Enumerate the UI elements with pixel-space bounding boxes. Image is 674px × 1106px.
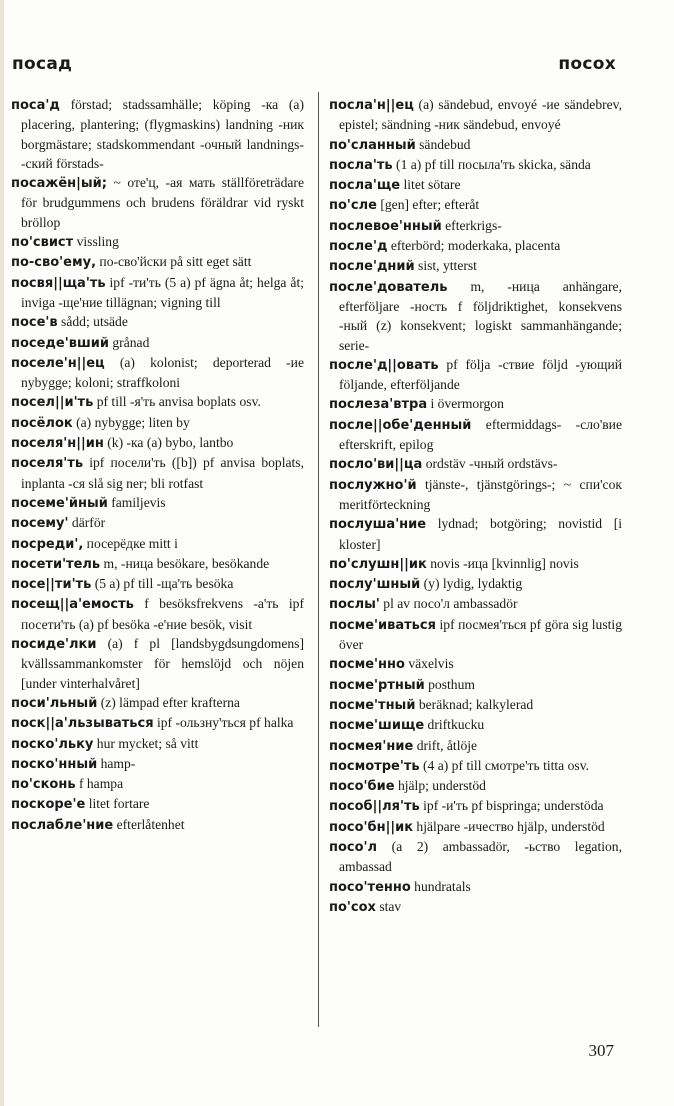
dictionary-entry: по'свист vissling [11, 234, 119, 251]
entry-headword: посла'ть [329, 157, 393, 173]
entry-headword: поселя'н||ин [11, 436, 104, 452]
dictionary-entry: послабле'ние efterlåtenhet [11, 816, 185, 833]
dictionary-entry: послужно'й tjänste-, tjänstgörings-; ~ спи'сок meritförteckning [329, 476, 622, 512]
dictionary-entry: пособ||ля'ть ipf -и'ть pf bispringa; understöda [329, 798, 604, 815]
dictionary-entry: посо'тенно hundratals [329, 878, 471, 895]
dictionary-entry: поса'д förstad; stadssamhälle; köping -ка (a) placering, plantering; (flygmaskins) landning -ник borgmästare; stadskommendant -очный landnings- -ский förstads- [11, 97, 304, 171]
dictionary-entry: после'д||овать pf följa -ствие följd -ующий följande, efterföljande [329, 356, 622, 393]
dictionary-entry: посме'шище driftkucku [329, 717, 485, 734]
entry-headword: после'дний [329, 259, 415, 275]
entry-headword: послу'шный [329, 577, 421, 593]
entry-headword: посвя||ща'ть [11, 275, 106, 291]
entry-headword: послеза'втра [329, 397, 428, 413]
entry-headword: посла'ще [329, 178, 401, 194]
entry-headword: посла'н||ец [329, 98, 414, 113]
entry-headword: поседе'вший [11, 335, 109, 351]
right-column [329, 95, 622, 917]
entry-headword: поскоре'е [11, 797, 86, 813]
entry-headword: по-сво'ему, [11, 255, 97, 271]
entry-headword: по'слушн||ик [329, 556, 427, 572]
entry-headword: посиде'лки [11, 637, 97, 653]
entry-headword: посме'ртный [329, 677, 425, 693]
dictionary-entry: посла'н||ец (a) sändebud, envoyé -ие sändebrev, epistel; sändning -ник sändebud, envoyé [329, 97, 622, 133]
guide-word-right: посох [558, 54, 616, 74]
dictionary-entry: посме'тный beräknad; kalkylerad [329, 696, 534, 713]
dictionary-entry: посему' därför [11, 515, 106, 532]
page-edge [0, 0, 4, 1106]
page-number: 307 [588, 1041, 614, 1060]
dictionary-entry: по'сле [gen] efter; efteråt [329, 197, 480, 214]
entry-headword: после'дователь [329, 279, 448, 295]
entry-headword: пособ||ля'ть [329, 799, 420, 815]
dictionary-entry: послы' pl av посо'л ambassadör [329, 596, 518, 613]
dictionary-entry: поск||а'льзываться ipf -ользну'ться pf halka [11, 715, 294, 732]
entry-headword: по'сле [329, 198, 377, 214]
entry-headword: после'д [329, 239, 388, 255]
entry-headword: посмея'ние [329, 738, 414, 754]
entry-headword: поско'нный [11, 756, 98, 772]
entry-headword: посмотре'ть [329, 758, 420, 774]
dictionary-entry: послеза'втра i övermorgon [329, 396, 504, 413]
dictionary-entry: поси'льный (z) lämpad efter krafterna [11, 694, 240, 711]
dictionary-entry: по'слушн||ик novis -ица [kvinnlig] novis [329, 555, 579, 572]
dictionary-entry: по'сох stav [329, 898, 402, 915]
dictionary-entry: посе||ти'ть (5 a) pf till -ща'ть besöka [11, 576, 234, 593]
dictionary-entry: посо'бн||ик hjälpare -ичество hjälp, understöd [329, 818, 605, 835]
entry-headword: посёлок [11, 415, 73, 431]
dictionary-entry: поселя'н||ин (k) -ка (a) bybo, lantbo [11, 435, 234, 452]
dictionary-entry: посёлок (a) nybygge; liten by [11, 414, 190, 431]
dictionary-entry: посиде'лки (a) f pl [landsbygdsungdomens] kvällssammankomster för hemslöjd och nöjen [under vinterhalvåret] [11, 636, 304, 691]
dictionary-entry: посе'в sådd; utsäde [11, 314, 128, 331]
dictionary-entry: посо'л (a 2) ambassadör, -ьство legation, ambassad [329, 838, 622, 875]
dictionary-entry: посла'ще litet sötare [329, 177, 461, 194]
entry-headword: после||обе'денный [329, 417, 472, 433]
entry-headword: посему' [11, 516, 69, 532]
dictionary-entry: посещ||а'емость f besöksfrekvens -а'ть ipf посети'ть (a) pf besöka -е'ние besök, visit [11, 596, 304, 632]
dictionary-entry: посме'нно växelvis [329, 656, 454, 673]
entry-headword: поселе'н||ец [11, 355, 105, 371]
entry-headword: посажён|ый; [11, 176, 107, 192]
dictionary-entry: посвя||ща'ть ipf -ти'ть (5 a) pf ägna åt; helga åt; inviga -ще'ние tillägnan; vigning till [11, 274, 304, 310]
dictionary-entry: послевое'нный efterkrigs- [329, 217, 502, 234]
dictionary-entry: посме'иваться ipf посмея'ться pf göra sig lustig över [329, 616, 622, 653]
dictionary-entry: поско'льку hur mycket; så vitt [11, 735, 199, 752]
dictionary-entry: поселе'н||ец (a) kolonist; deporterad -ие nybygge; koloni; straffkoloni [11, 354, 304, 391]
entry-headword: посреди', [11, 536, 84, 552]
entry-headword: посеме'йный [11, 495, 108, 511]
page-header [12, 54, 616, 80]
entry-headword: поск||а'льзываться [11, 716, 154, 732]
dictionary-entry: посел||и'ть pf till -я'ть anvisa boplats osv. [11, 394, 261, 411]
dictionary-entry: по-сво'ему, по-сво'йски på sitt eget sätt [11, 254, 252, 271]
entry-headword: послужно'й [329, 477, 417, 493]
entry-headword: посло'ви||ца [329, 457, 423, 473]
dictionary-entry: посла'ть (1 a) pf till посыла'ть skicka, sända [329, 156, 591, 173]
dictionary-entry: послуша'ние lydnad; botgöring; novistid [i kloster] [329, 516, 622, 552]
entry-headword: по'сланный [329, 137, 416, 153]
entry-headword: посме'нно [329, 657, 405, 673]
dictionary-entry: поседе'вший grånad [11, 334, 150, 351]
dictionary-entry: после'дний sist, ytterst [329, 258, 477, 275]
dictionary-entry: после'д efterbörd; moderkaka, placenta [329, 238, 561, 255]
dictionary-entry: поскоре'е litet fortare [11, 796, 150, 813]
entry-headword: по'сконь [11, 777, 76, 793]
entry-headword: посе'в [11, 315, 58, 331]
guide-word-left: посад [12, 54, 73, 74]
entry-headword: послы' [329, 597, 380, 613]
entry-headword: поса'д [11, 98, 60, 113]
entry-headword: послевое'нный [329, 218, 442, 234]
entry-headword: посме'тный [329, 697, 416, 713]
dictionary-entry: послу'шный (y) lydig, lydaktig [329, 576, 523, 593]
dictionary-entry: посмотре'ть (4 a) pf till смотре'ть titta osv. [329, 757, 590, 774]
left-column [11, 95, 304, 835]
dictionary-entry: посеме'йный familjevis [11, 494, 166, 511]
entry-headword: посе||ти'ть [11, 577, 92, 593]
entry-headword: посо'бие [329, 779, 395, 795]
entry-headword: посети'тель [11, 556, 101, 572]
entry-headword: поси'льный [11, 695, 98, 711]
dictionary-entry: посажён|ый; ~ оте'ц, -ая мать ställföreträdare för brudgummens och brudens föräldrar vid ryskt bröllop [11, 175, 304, 230]
dictionary-entry: посме'ртный posthum [329, 676, 475, 693]
entry-headword: посещ||а'емость [11, 597, 134, 613]
entry-headword: по'сох [329, 899, 376, 915]
entry-headword: посел||и'ть [11, 395, 94, 411]
entry-headword: посо'тенно [329, 879, 411, 895]
dictionary-entry: посмея'ние drift, åtlöje [329, 737, 478, 754]
dictionary-entry: после'дователь m, -ница anhängare, efterföljare -ность f följdriktighet, konsekvens -ный (z) konsekvent; logiskt sammanhängande; serie- [329, 278, 622, 353]
dictionary-entry: посо'бие hjälp; understöd [329, 778, 486, 795]
entry-headword: поселя'ть [11, 456, 84, 472]
dictionary-entry: посети'тель m, -ница besökare, besökande [11, 555, 270, 572]
dictionary-entry: посло'ви||ца ordstäv -чный ordstävs- [329, 456, 558, 473]
entry-headword: после'д||овать [329, 357, 439, 373]
entry-headword: по'свист [11, 235, 74, 251]
entry-headword: послуша'ние [329, 517, 427, 533]
dictionary-entry: по'сконь f hampa [11, 776, 124, 793]
entry-headword: посо'л [329, 839, 378, 855]
dictionary-entry: поско'нный hamp- [11, 755, 136, 772]
dictionary-entry: поселя'ть ipf посели'ть ([b]) pf anvisa boplats, inplanta -ся slå sig ner; bli rotfast [11, 455, 304, 491]
entry-headword: посо'бн||ик [329, 819, 414, 835]
column-rule [318, 92, 319, 1027]
dictionary-entry: после||обе'денный eftermiddags- -сло'вие efterskrift, epilog [329, 416, 622, 453]
entry-headword: послабле'ние [11, 817, 114, 833]
entry-headword: посме'шище [329, 718, 425, 734]
dictionary-entry: посреди', посерёдке mitt i [11, 535, 178, 552]
dictionary-entry: по'сланный sändebud [329, 136, 471, 153]
entry-headword: поско'льку [11, 736, 94, 752]
entry-headword: посме'иваться [329, 617, 436, 633]
